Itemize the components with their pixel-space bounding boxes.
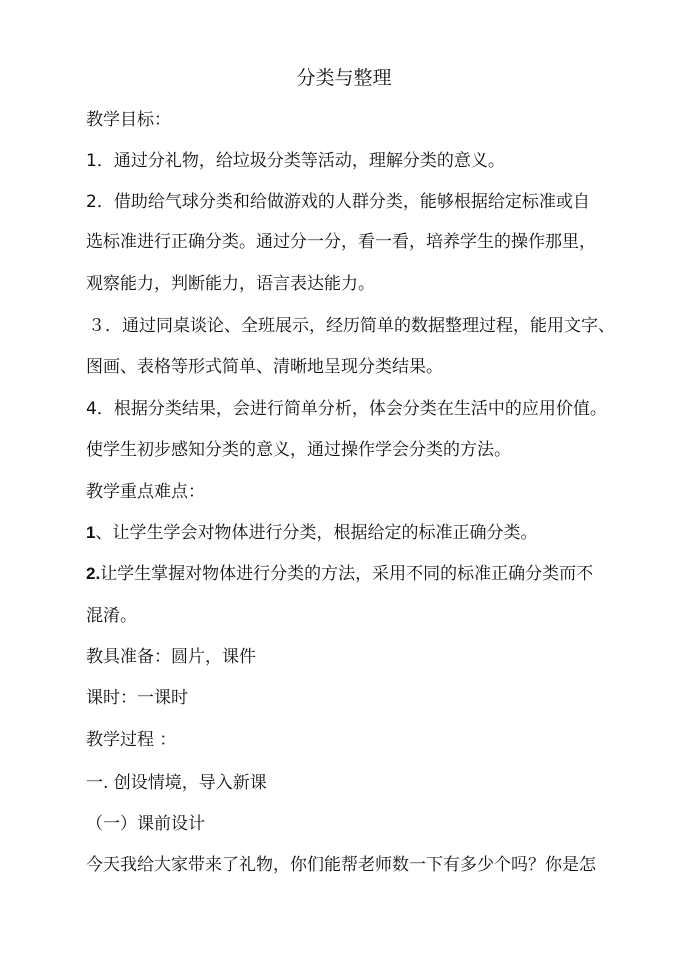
objective-1: 1．通过分礼物，给垃圾分类等活动，理解分类的意义。: [86, 151, 505, 171]
section-heading-key-points: 教学重点难点：: [86, 482, 205, 502]
class-hours: 课时：一课时: [86, 688, 188, 708]
objective-2-line-2: 选标准进行正确分类。通过分一分，看一看，培养学生的操作那里，: [86, 232, 596, 252]
objective-3-line-1: ３．通过同桌谈论、全班展示，经历简单的数据整理过程，能用文字、: [88, 316, 615, 336]
objective-4-line-1: 4．根据分类结果，会进行简单分析，体会分类在生活中的应用价值。: [86, 399, 607, 419]
objective-2-line-1: 2．借助给气球分类和给做游戏的人群分类，能够根据给定标准或自: [86, 192, 590, 212]
section-heading-objectives: 教学目标：: [86, 110, 171, 130]
objective-3-line-2: 图画、表格等形式简单、清晰地呈现分类结果。: [86, 357, 443, 377]
document-title: 分类与整理: [296, 67, 392, 89]
process-paragraph: 今天我给大家带来了礼物，你们能帮老师数一下有多少个吗？你是怎: [86, 855, 596, 875]
key-point-1: [86, 521, 646, 545]
key-point-1-text: 、让学生学会对物体进行分类，根据给定的标准正确分类。: [95, 523, 538, 543]
key-point-2-line-1: [86, 562, 646, 586]
objective-2-line-3: 观察能力，判断能力，语言表达能力。: [86, 274, 375, 294]
key-point-2-number: 2.: [86, 564, 101, 583]
key-point-1-number: 1: [86, 523, 96, 542]
process-step-1: 一. 创设情境，导入新课: [86, 773, 267, 793]
section-heading-process: 教学过程 ：: [86, 730, 177, 750]
objective-4-line-2: 使学生初步感知分类的意义，通过操作学会分类的方法。: [86, 440, 511, 460]
key-point-2-text: 让学生掌握对物体进行分类的方法，采用不同的标准正确分类而不: [100, 564, 594, 584]
teaching-aids: 教具准备：圆片，课件: [86, 647, 256, 667]
key-point-2-line-2: 混淆。: [86, 606, 137, 626]
process-substep-1: （一）课前设计: [86, 814, 205, 834]
